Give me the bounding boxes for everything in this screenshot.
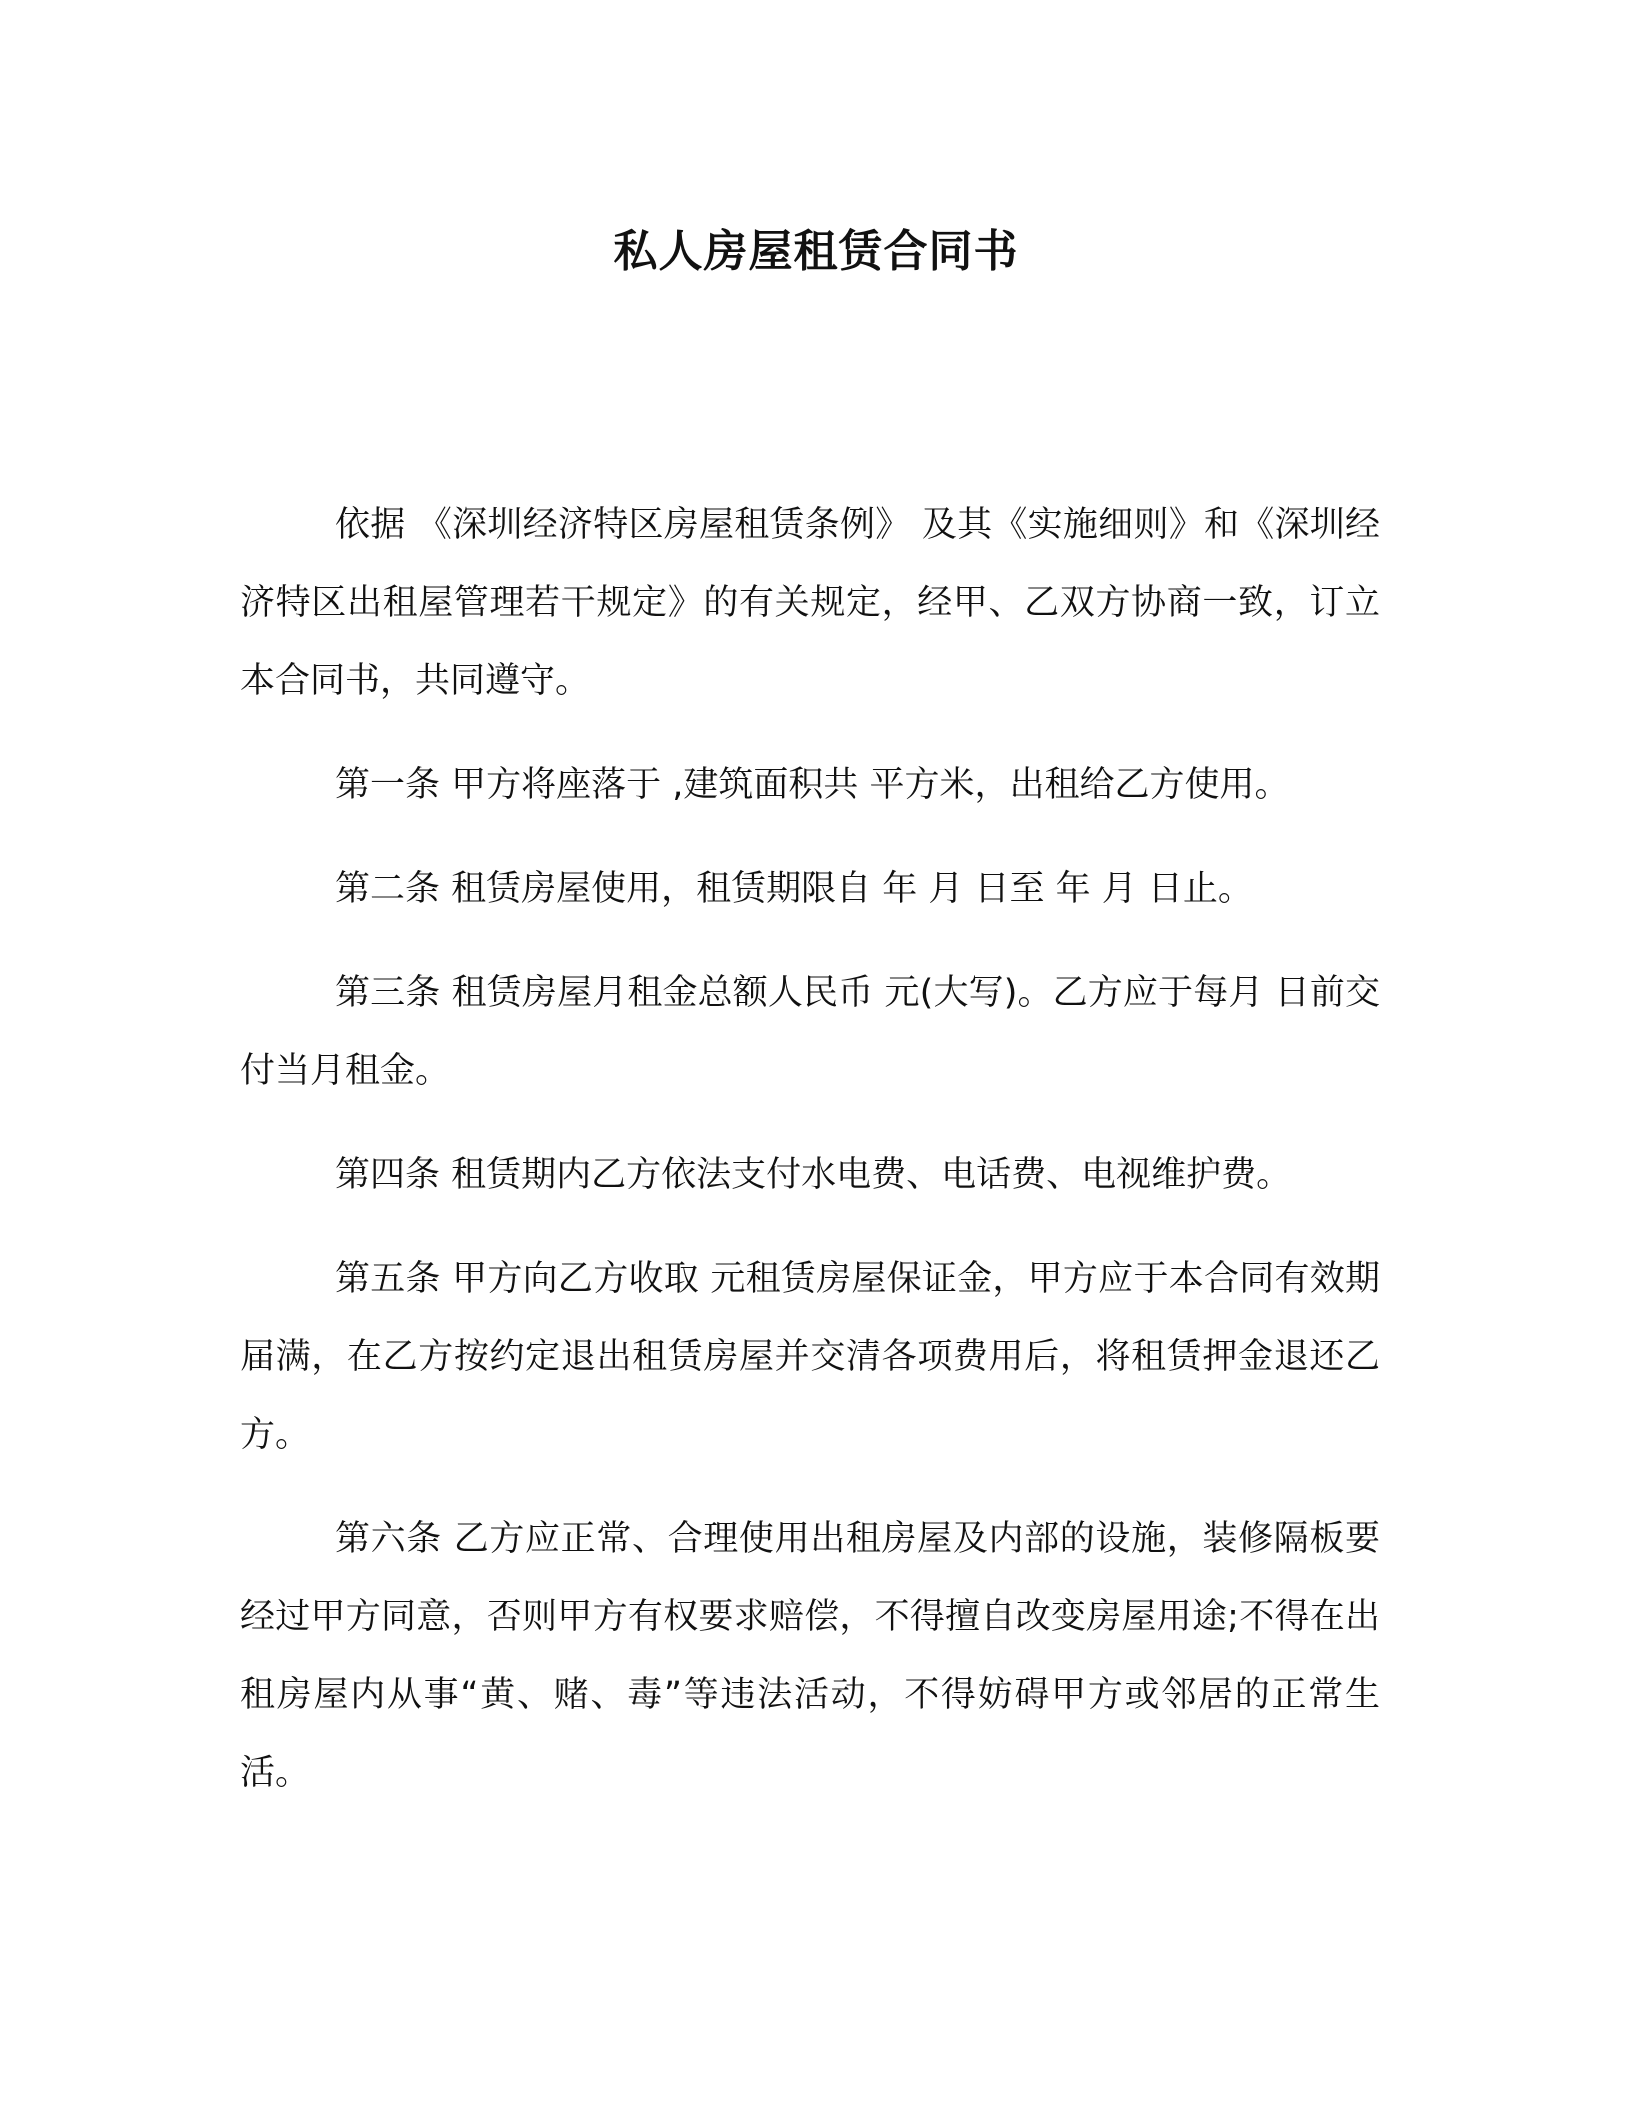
document-title: 私人房屋租赁合同书	[613, 226, 1019, 277]
paragraph-article-1: 第一条 甲方将座落于 ,建筑面积共 平方米，出租给乙方使用。	[335, 765, 1290, 805]
document-body	[240, 486, 1380, 1812]
paragraph-preamble: 依据 《深圳经济特区房屋租赁条例》 及其《实施细则》和《深圳经济特区出租屋管理若干规定》的有关规定，经甲、乙双方协商一致，订立本合同书，共同遵守。	[240, 505, 1380, 701]
paragraph-article-5: 第五条 甲方向乙方收取 元租赁房屋保证金，甲方应于本合同有效期届满，在乙方按约定退出租赁房屋并交清各项费用后，将租赁押金退还乙方。	[240, 1259, 1380, 1455]
paragraph-article-3: 第三条 租赁房屋月租金总额人民币 元(大写)。乙方应于每月 日前交付当月租金。	[240, 973, 1380, 1091]
paragraph-article-2: 第二条 租赁房屋使用，租赁期限自 年 月 日至 年 月 日止。	[335, 869, 1253, 909]
paragraph-article-6: 第六条 乙方应正常、合理使用出租房屋及内部的设施，装修隔板要经过甲方同意，否则甲方有权要求赔偿，不得擅自改变房屋用途;不得在出租房屋内从事“黄、赌、毒”等违法活动，不得妨碍甲方或邻居的正常生活。	[240, 1519, 1380, 1793]
paragraph-article-4: 第四条 租赁期内乙方依法支付水电费、电话费、电视维护费。	[335, 1155, 1292, 1195]
